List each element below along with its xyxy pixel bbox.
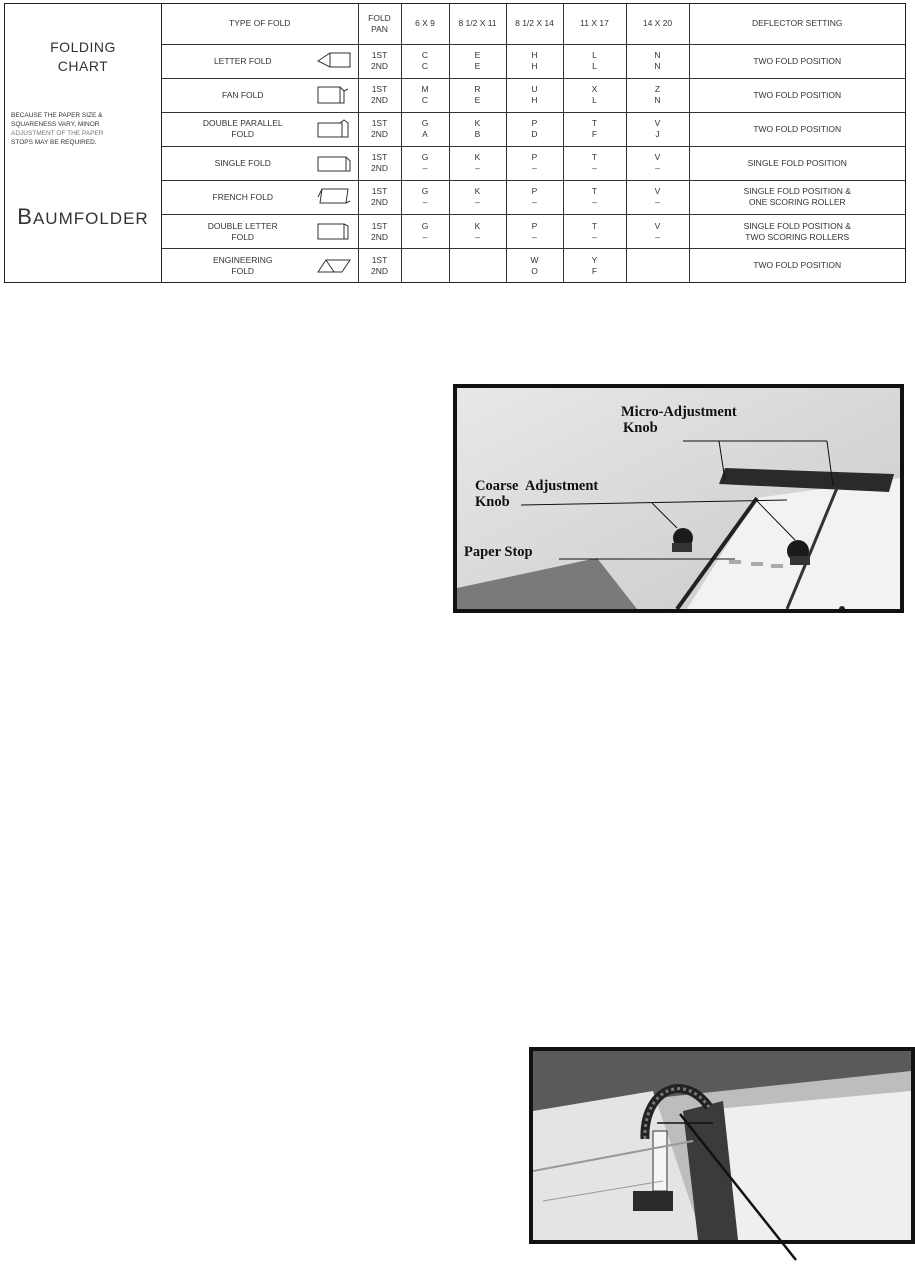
setting-value: G [421,118,429,129]
setting-value: C [421,61,429,72]
setting-cell [626,78,689,112]
fold-pan-value: 1ST [371,254,388,265]
setting-value: T [591,186,598,197]
setting-value: V [654,186,661,197]
letter-fold-icon [316,51,352,71]
deflector-line: TWO FOLD POSITION [753,55,842,66]
fold-pan-cell [358,249,401,282]
coarse-adjustment-knob-label [475,478,598,510]
fold-name-line: FAN FOLD [221,89,264,100]
fold-type-cell [162,112,358,146]
setting-cell [449,180,506,214]
fold-pan-value: 1ST [371,220,388,231]
setting-value: H [531,61,538,72]
setting-cell [563,112,626,146]
setting-value: – [422,197,428,208]
setting-cell [626,44,689,78]
setting-value: M [421,84,429,95]
deflector-line: SINGLE FOLD POSITION & [743,186,851,197]
deflector-line: SINGLE FOLD POSITION & [743,220,851,231]
deflector-line: TWO SCORING ROLLERS [745,231,850,242]
fold-pan-value: 1ST [371,186,388,197]
fold-name-line: FOLD [231,231,255,242]
fold-name-line: FRENCH FOLD [212,191,273,202]
setting-value: H [531,95,538,106]
fold-row [162,146,905,180]
chart-title [5,38,161,76]
header-size: 6 X 9 [401,4,449,44]
setting-value: L [592,50,597,61]
setting-cell [401,112,449,146]
setting-value: H [531,50,538,61]
fold-pan-value: 2ND [370,61,388,72]
setting-value: C [421,50,429,61]
setting-cell [506,180,563,214]
fold-pan-cell [358,146,401,180]
deflector-line: TWO FOLD POSITION [753,123,842,134]
setting-value: P [531,186,538,197]
setting-cell [563,146,626,180]
setting-value: – [592,163,597,174]
setting-value: – [422,231,428,242]
fold-pan-value: 2ND [370,197,388,208]
fold-pan-cell [358,78,401,112]
fan-fold-icon [316,85,352,105]
fold-row [162,78,905,112]
setting-cell [506,44,563,78]
chart-side-panel [5,4,162,282]
deflector-line: SINGLE FOLD POSITION [747,157,847,168]
fold-name [170,56,316,67]
setting-cell [626,146,689,180]
setting-value: G [421,186,429,197]
label-line: Coarse Adjustment [475,478,599,494]
deflector-line: TWO FOLD POSITION [753,89,842,100]
chart-title-line: FOLDING [50,39,116,55]
setting-value: G [421,152,429,163]
deflector-cell [689,44,905,78]
label-line: Knob [623,420,658,436]
fold-pan-cell [358,112,401,146]
setting-value: A [422,129,428,140]
brand-logo: BAUMFOLDER [17,204,149,229]
folding-table [162,4,905,282]
setting-value: T [591,118,598,129]
setting-value: B [474,129,481,140]
fold-pan-value: 1ST [371,84,388,95]
fold-type-cell [162,249,358,282]
setting-value: F [591,265,598,276]
fold-name-line: ENGINEERING [212,254,273,265]
deflector-cell [689,180,905,214]
fold-pan-value: 1ST [371,118,388,129]
deflector-cell [689,249,905,282]
fold-name [170,158,316,169]
setting-value: E [474,61,481,72]
setting-cell [563,180,626,214]
setting-cell [506,146,563,180]
chart-note-line: ADJUSTMENT OF THE PAPER [11,130,104,137]
setting-value: J [655,129,660,140]
setting-value: – [532,231,537,242]
setting-value: U [531,84,538,95]
setting-value: C [421,95,429,106]
header-fold-pan [358,4,401,44]
setting-cell [449,44,506,78]
setting-cell [506,214,563,248]
fold-pan-value: 2ND [370,231,388,242]
chart-note-line: BECAUSE THE PAPER SIZE & [11,112,103,119]
micro-adjustment-knob-label [621,404,737,436]
setting-cell [401,44,449,78]
setting-cell [563,44,626,78]
setting-value: – [592,231,597,242]
setting-value: P [531,152,538,163]
chart-note [11,111,159,147]
fold-pan-value: 1ST [371,50,388,61]
deflector-cell [689,78,905,112]
fold-pan-value: 1ST [371,152,388,163]
setting-cell [449,249,506,282]
fold-row [162,112,905,146]
setting-value: D [531,129,538,140]
setting-value: L [592,95,597,106]
fold-name [170,255,316,277]
header-fold-pan-line: FOLD [368,12,391,23]
setting-cell [449,214,506,248]
header-size: 8 1/2 X 11 [449,4,506,44]
setting-cell [626,249,689,282]
header-fold-pan-line: PAN [371,23,388,34]
setting-value: – [655,163,660,174]
fold-pan-cell [358,214,401,248]
setting-cell [449,146,506,180]
setting-cell [506,249,563,282]
fold-type-cell [162,44,358,78]
engineering-fold-icon [316,256,352,276]
fold-row [162,44,905,78]
fold-name [170,118,316,140]
fold-type-cell [162,146,358,180]
folding-table-wrapper [162,4,905,282]
chart-title-line: CHART [57,58,109,74]
fold-row [162,214,905,248]
setting-value: – [475,163,480,174]
setting-cell [506,112,563,146]
fold-pan-value: 2ND [370,163,388,174]
fold-name [170,192,316,203]
setting-value: P [531,220,538,231]
fold-pan-value: 2ND [370,95,388,106]
setting-value: K [474,152,481,163]
setting-value: V [654,220,661,231]
setting-value: R [474,84,481,95]
fold-name-line: DOUBLE LETTER [207,220,278,231]
fold-pan-cell [358,44,401,78]
setting-value: T [591,152,598,163]
setting-cell [401,78,449,112]
fold-name [170,221,316,243]
paper-stop-label: Paper Stop [464,544,533,560]
setting-cell [563,249,626,282]
setting-value: – [592,197,597,208]
label-line: Micro-Adjustment [621,404,737,420]
double-letter-fold-icon [316,222,352,242]
setting-value: X [591,84,598,95]
fold-pan-value: 2ND [370,265,388,276]
fold-row [162,249,905,282]
setting-cell [626,214,689,248]
setting-cell [626,112,689,146]
setting-value: – [655,197,660,208]
setting-value: – [532,163,537,174]
setting-cell [401,214,449,248]
setting-value: – [422,163,428,174]
setting-value: – [532,197,537,208]
fold-type-cell [162,214,358,248]
setting-cell [626,180,689,214]
setting-value: N [654,95,661,106]
fold-pan-cell [358,180,401,214]
setting-value: W [530,254,539,265]
fold-name-line: DOUBLE PARALLEL [202,118,283,129]
deflector-line: ONE SCORING ROLLER [748,197,846,208]
fold-name-line: FOLD [231,129,255,140]
header-size: 11 X 17 [563,4,626,44]
setting-value: E [474,95,481,106]
fold-name-line: FOLD [231,265,255,276]
fold-type-cell [162,180,358,214]
setting-cell [401,180,449,214]
setting-value: O [531,265,538,276]
setting-value: F [591,129,598,140]
fold-name [170,90,316,101]
setting-cell [563,214,626,248]
setting-value: K [474,118,481,129]
setting-cell [506,78,563,112]
setting-cell [449,112,506,146]
double-parallel-fold-icon [316,119,352,139]
setting-value: N [654,50,661,61]
header-size: 8 1/2 X 14 [506,4,563,44]
deflector-cell [689,112,905,146]
setting-value: T [591,220,598,231]
setting-value: N [654,61,661,72]
paper-stop-adjustment-photo [453,384,904,613]
setting-value: Z [654,84,661,95]
deflector-cell [689,214,905,248]
setting-value: – [475,197,480,208]
french-fold-icon [316,187,352,207]
fold-name-line: LETTER FOLD [213,55,272,66]
setting-value: V [654,152,661,163]
setting-value: – [475,231,480,242]
label-line: Knob [475,494,510,510]
chart-note-line: SQUARENESS VARY, MINOR [11,121,100,128]
header-type-of-fold: TYPE OF FOLD [162,4,358,44]
setting-value: V [654,118,661,129]
setting-value: K [474,186,481,197]
setting-value: K [474,220,481,231]
single-fold-icon [316,153,352,173]
deflector-line: TWO FOLD POSITION [753,260,842,271]
fold-type-cell [162,78,358,112]
chart-note-line: STOPS MAY BE REQUIRED. [11,139,97,146]
fold-row [162,180,905,214]
folding-chart [4,3,906,283]
setting-value: P [531,118,538,129]
fold-name-line: SINGLE FOLD [214,157,271,168]
setting-cell [563,78,626,112]
setting-cell [449,78,506,112]
setting-value: – [655,231,660,242]
setting-cell [401,249,449,282]
header-deflector-setting: DEFLECTOR SETTING [689,4,905,44]
header-size: 14 X 20 [626,4,689,44]
setting-value: Y [591,254,598,265]
deflector-cell [689,146,905,180]
deflector-pointer-line [650,1110,810,1275]
setting-value: G [421,220,429,231]
setting-value: L [592,61,597,72]
setting-value: E [474,50,481,61]
fold-pan-value: 2ND [370,129,388,140]
setting-cell [401,146,449,180]
